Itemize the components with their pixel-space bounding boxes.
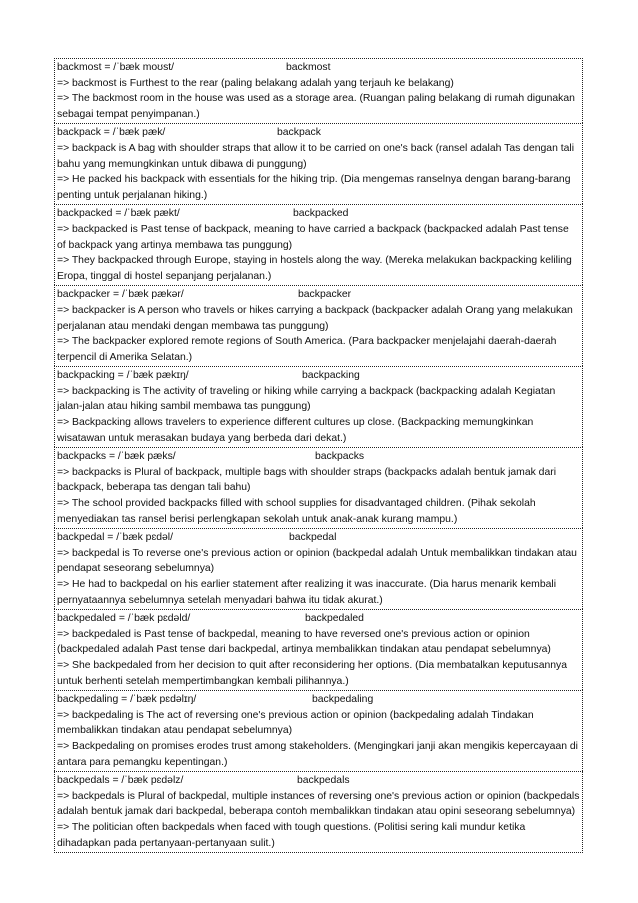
definition: => backmost is Furthest to the rear (paling belakang adalah yang terjauh ke belakang)	[57, 77, 454, 89]
definition: => backpacked is Past tense of backpack, meaning to have carried a backpack (backpacked adalah Past tense of backpack yang artinya membawa tas punggung)	[57, 223, 569, 251]
entry-header	[57, 60, 580, 76]
entry-header	[57, 692, 580, 708]
entry-backpedaled	[54, 609, 583, 690]
vocabulary-list	[54, 58, 583, 853]
headword: backpacker	[298, 289, 352, 301]
headword-pronunciation: backpedaled = /ˈbæk pɛdəld/	[57, 613, 191, 625]
definition: => backpacks is Plural of backpack, multiple bags with shoulder straps (backpacks adalah bentuk jamak dari backpack, beberapa tas dengan tali bahu)	[57, 466, 557, 494]
entry-header	[57, 125, 580, 141]
headword-pronunciation: backpedaling = /ˈbæk pɛdəlɪŋ/	[57, 694, 197, 706]
entry-header	[57, 530, 580, 546]
example: => They backpacked through Europe, staying in hostels along the way. (Mereka melakukan backpacking keliling Eropa, tinggal di hostel sepanjang perjalanan.)	[57, 255, 572, 282]
definition: => backpack is A bag with shoulder straps that allow it to be carried on one's back (ransel adalah Tas dengan tali bahu yang memungkinkan untuk dibawa di punggung)	[57, 142, 575, 170]
entry-backpacking	[54, 366, 583, 447]
headword: backpack	[277, 127, 321, 139]
example: => The school provided backpacks filled with school supplies for disadvantaged children. (Pihak sekolah menyediakan tas ransel berisi perlengkapan sekolah untuk anak-anak kurang mampu.)	[57, 498, 536, 525]
entry-backmost	[54, 58, 583, 123]
headword-pronunciation: backpacks = /ˈbæk pæks/	[57, 451, 176, 463]
example: => He had to backpedal on his earlier statement after realizing it was inaccurate. (Dia harus menarik kembali pernyataannya sebelumnya setelah menyadari bahwa itu tidak akurat.)	[57, 579, 556, 606]
example: => Backpedaling on promises erodes trust among stakeholders. (Mengingkari janji akan mengikis kepercayaan di antara para pemangku kepentingan.)	[57, 740, 578, 768]
entry-header	[57, 611, 580, 627]
headword: backpedaled	[305, 613, 364, 625]
headword-pronunciation: backpacker = /ˈbæk pækər/	[57, 289, 184, 301]
definition: => backpedals is Plural of backpedal, multiple instances of reversing one's previous action or opinion (backpedals adalah bentuk jamak dari backpedal, beberapa contoh membalikkan tindakan atau opini seseorang sebelumnya)	[57, 790, 580, 818]
headword-pronunciation: backpacking = /ˈbæk pækɪŋ/	[57, 370, 189, 382]
entry-backpacker	[54, 285, 583, 366]
example: => The backmost room in the house was used as a storage area. (Ruangan paling belakang di rumah digunakan sebagai tempat penyimpanan.)	[57, 93, 575, 120]
headword: backpedaling	[312, 694, 374, 706]
definition: => backpedal is To reverse one's previous action or opinion (backpedal adalah Untuk membalikkan tindakan atau pendapat seseorang sebelumnya)	[57, 547, 577, 575]
entry-backpedaling	[54, 690, 583, 771]
entry-header	[57, 206, 580, 222]
definition: => backpacker is A person who travels or hikes carrying a backpack (backpacker adalah Orang yang melakukan perjalanan atau mendaki dengan membawa tas punggung)	[57, 304, 573, 332]
example: => The backpacker explored remote regions of South America. (Para backpacker menjelajahi daerah-daerah terpencil di Amerika Selatan.)	[57, 336, 557, 363]
headword-pronunciation: backpedal = /ˈbæk pɛdəl/	[57, 532, 173, 544]
entry-backpacked	[54, 204, 583, 285]
example: => She backpedaled from her decision to quit after reconsidering her options. (Dia membatalkan keputusannya untuk berhenti setelah mempertimbangkan kembali pilihannya.)	[57, 659, 568, 687]
example: => The politician often backpedals when faced with tough questions. (Politisi sering kali mundur ketika dihadapkan pada pertanyaan-pertanyaan sulit.)	[57, 821, 526, 849]
headword-pronunciation: backpack = /ˈbæk pæk/	[57, 127, 166, 139]
example: => Backpacking allows travelers to experience different cultures up close. (Backpacking memungkinkan wisatawan untuk merasakan budaya yang berbeda dari dekat.)	[57, 417, 534, 444]
example: => He packed his backpack with essentials for the hiking trip. (Dia mengemas ranselnya dengan barang-barang penting untuk perjalanan hiking.)	[57, 174, 571, 201]
entry-backpacks	[54, 447, 583, 528]
entry-header	[57, 368, 580, 384]
headword-pronunciation: backpacked = /ˈbæk pækt/	[57, 208, 180, 220]
entry-backpedals	[54, 771, 583, 853]
headword: backpedals	[297, 775, 350, 787]
headword: backpacking	[302, 370, 360, 382]
headword: backpacks	[315, 451, 365, 463]
entry-header	[57, 287, 580, 303]
definition: => backpedaled is Past tense of backpedal, meaning to have reversed one's previous action or opinion (backpedaled adalah Past tense dari backpedal, artinya membalikkan tindakan atau pendapat sebelumnya)	[57, 628, 551, 656]
entry-header	[57, 773, 580, 789]
headword: backmost	[286, 62, 331, 73]
headword-pronunciation: backmost = /ˈbæk moʊst/	[57, 62, 175, 73]
headword-pronunciation: backpedals = /ˈbæk pɛdəlz/	[57, 775, 184, 787]
entry-backpack	[54, 123, 583, 204]
definition: => backpedaling is The act of reversing one's previous action or opinion (backpedaling adalah Tindakan membalikkan tindakan atau pendapat sebelumnya)	[57, 709, 534, 737]
definition: => backpacking is The activity of traveling or hiking while carrying a backpack (backpacking adalah Kegiatan jalan-jalan atau hiking sambil membawa tas punggung)	[57, 385, 556, 413]
headword: backpacked	[293, 208, 349, 220]
entry-header	[57, 449, 580, 465]
headword: backpedal	[289, 532, 337, 544]
entry-backpedal	[54, 528, 583, 609]
